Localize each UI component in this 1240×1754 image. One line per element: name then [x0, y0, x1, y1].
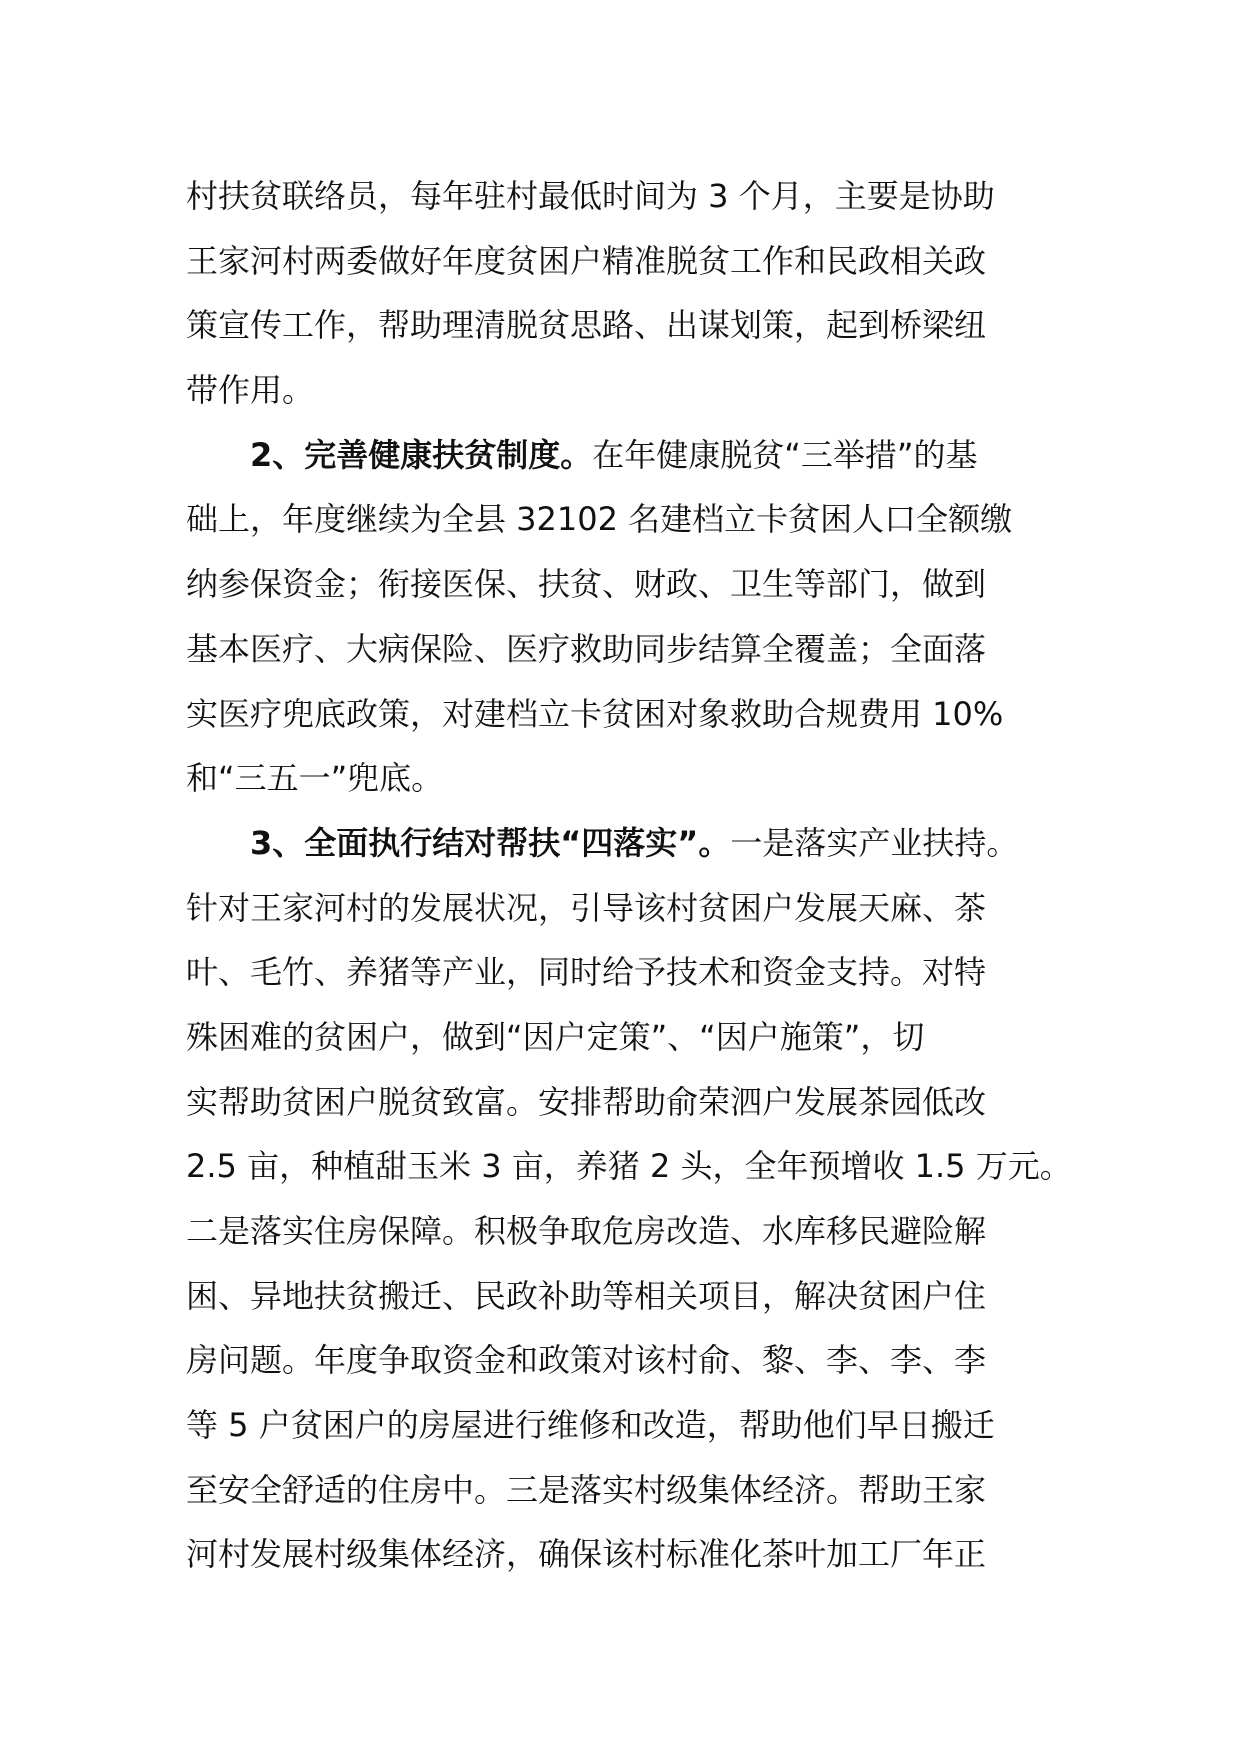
paragraph-2-line-5: 实医疗兜底政策，对建档立卡贫困对象救助合规费用 10%	[186, 694, 1004, 733]
paragraph-1-line-2: 王家河村两委做好年度贫困户精准脱贫工作和民政相关政	[186, 241, 987, 280]
document-body	[186, 164, 1072, 1587]
paragraph-2-first-line-text: 在年健康脱贫“三举措”的基	[592, 435, 978, 474]
paragraph-3-line-9: 房问题。年度争取资金和政策对该村俞、黎、李、李、李	[186, 1341, 987, 1380]
paragraph-3-line-12: 河村发展村级集体经济，确保该村标准化茶叶加工厂年正	[186, 1535, 987, 1574]
paragraph-3-line-5: 实帮助贫困户脱贫致富。安排帮助俞荣泗户发展茶园低改	[186, 1082, 987, 1121]
paragraph-1-line-4: 带作用。	[186, 371, 315, 410]
paragraph-2-line-2: 础上，年度继续为全县 32102 名建档立卡贫困人口全额缴	[186, 500, 1013, 539]
paragraph-3-line-7: 二是落实住房保障。积极争取危房改造、水库移民避险解	[186, 1212, 987, 1250]
paragraph-3-line-1	[186, 811, 1066, 876]
paragraph-3-line-4: 殊困难的贫困户，做到“因户定策”、“因户施策”，切	[186, 1017, 925, 1056]
paragraph-3-line-8: 困、异地扶贫搬迁、民政补助等相关项目，解决贫困户住	[186, 1276, 987, 1315]
paragraph-2-line-3: 纳参保资金；衔接医保、扶贫、财政、卫生等部门，做到	[186, 565, 987, 604]
paragraph-2-line-1	[186, 423, 1066, 488]
paragraph-2-heading: 2、完善健康扶贫制度。	[250, 435, 593, 474]
paragraph-1-line-3: 策宣传工作，帮助理清脱贫思路、出谋划策，起到桥梁纽	[186, 306, 987, 345]
paragraph-2-line-4: 基本医疗、大病保险、医疗救助同步结算全覆盖；全面落	[186, 629, 987, 668]
paragraph-3-line-11: 至安全舒适的住房中。三是落实村级集体经济。帮助王家	[186, 1470, 987, 1509]
paragraph-2-line-6: 和“三五一”兜底。	[186, 759, 444, 798]
paragraph-1-line-1: 村扶贫联络员，每年驻村最低时间为 3 个月，主要是协助	[186, 177, 995, 215]
paragraph-3-heading: 3、全面执行结对帮扶“四落实”。	[250, 823, 731, 862]
paragraph-3-line-3: 叶、毛竹、养猪等产业，同时给予技术和资金支持。对特	[186, 953, 987, 992]
paragraph-3-line-2: 针对王家河村的发展状况，引导该村贫困户发展天麻、茶	[186, 888, 987, 927]
paragraph-3-line-6: 2.5 亩，种植甜玉米 3 亩，养猪 2 头，全年预增收 1.5 万元。	[186, 1147, 1072, 1186]
paragraph-3-line-10: 等 5 户贫困户的房屋进行维修和改造，帮助他们早日搬迁	[186, 1406, 995, 1445]
paragraph-3-first-line-text: 一是落实产业扶持。	[730, 823, 1019, 862]
